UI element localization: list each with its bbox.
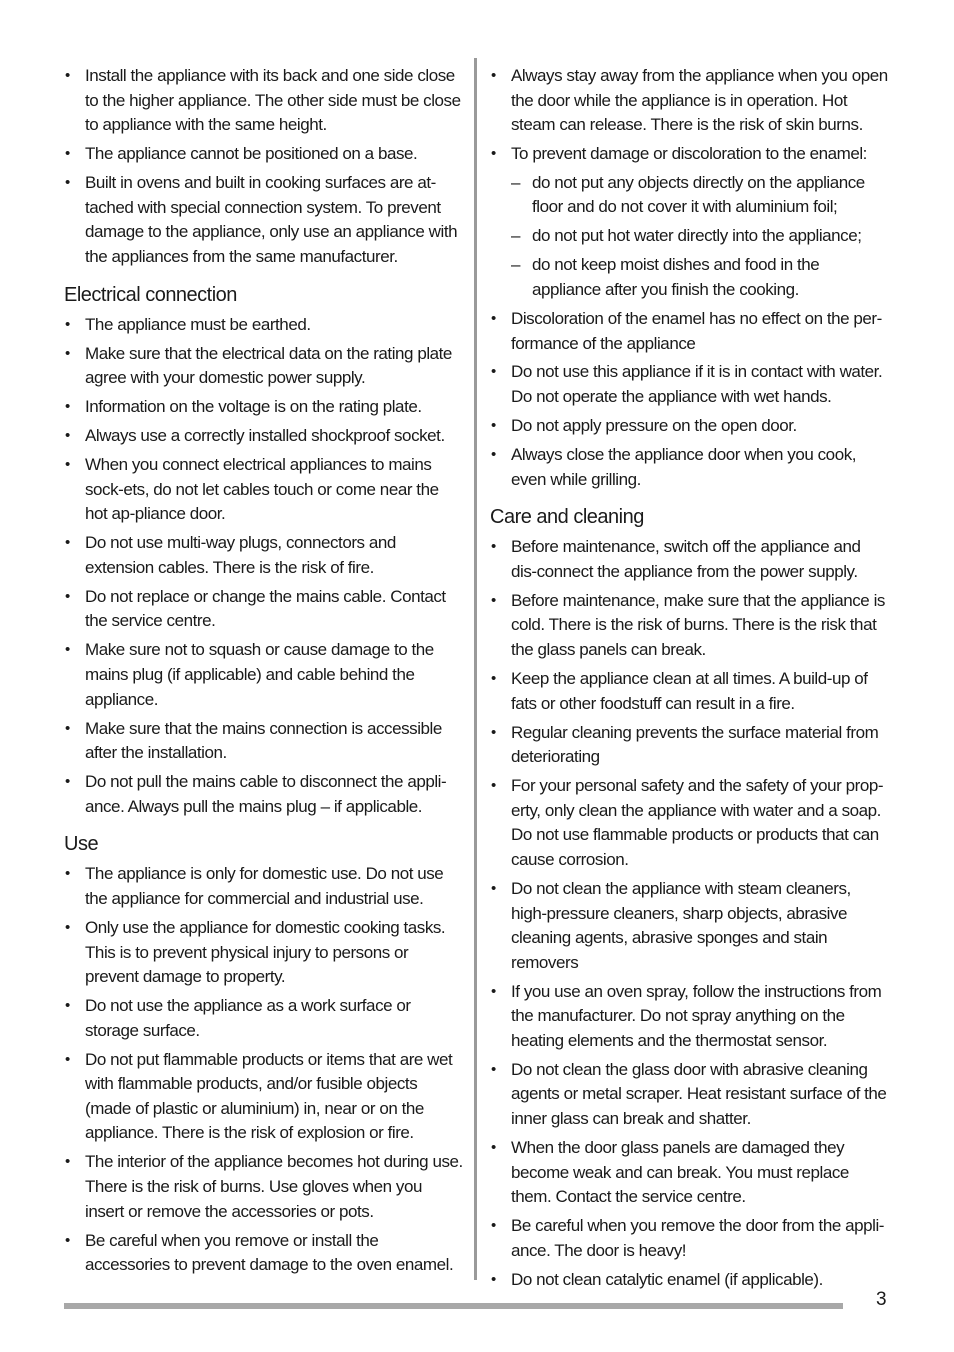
list-item-text: The appliance is only for domestic use. Do not use the appliance for commercial and industrial use.: [85, 864, 444, 908]
list-item: [490, 980, 890, 1054]
list-item-text: Before maintenance, switch off the appliance and dis-connect the appliance from the power supply.: [511, 537, 861, 581]
bullet: •: [491, 145, 496, 163]
list-item-text: Be careful when you remove or install the accessories to prevent damage to the oven enamel.: [85, 1230, 454, 1275]
bullet: •: [491, 1139, 496, 1157]
use-continued-list: [490, 64, 890, 303]
bullet: •: [491, 591, 496, 609]
list-item-text: If you use an oven spray, follow the instructions from the manufacturer. Do not spray anything on the heating elements and the thermostat sensor.: [511, 981, 882, 1050]
page-number: 3: [876, 1289, 887, 1310]
list-item: [490, 307, 890, 356]
bullet: •: [491, 67, 496, 84]
list-item: [490, 589, 890, 663]
list-item: [64, 585, 464, 634]
list-item-text: Keep the appliance clean at all times. A build-up of fats or other foodstuff can result in a fire.: [511, 668, 868, 713]
list-item-text: Do not apply pressure on the open door.: [511, 416, 797, 436]
footer-bar: [64, 1303, 843, 1309]
list-item-text: Make sure not to squash or cause damage to the mains plug (if applicable) and cable behind the appliance.: [85, 640, 434, 709]
left-column: [64, 64, 464, 1282]
list-item-text: Information on the voltage is on the rating plate.: [85, 397, 422, 417]
bullet: •: [491, 777, 496, 795]
bullet: •: [65, 918, 70, 936]
bullet: •: [65, 1050, 70, 1068]
bullet: •: [65, 344, 70, 362]
bullet: •: [65, 1231, 70, 1249]
list-item-text: Do not clean the glass door with abrasive cleaning agents or metal scraper. Heat resistant surface of the inner glass can break and shatter.: [511, 1059, 887, 1129]
bullet: •: [491, 982, 496, 1000]
bullet: •: [491, 363, 496, 381]
bullet: •: [65, 773, 70, 791]
list-item-text: Do not replace or change the mains cable. Contact the service centre.: [85, 586, 446, 631]
list-item-text: Make sure that the mains connection is accessible after the installation.: [85, 718, 442, 763]
list-item: [64, 395, 464, 420]
list-item: [64, 1150, 464, 1224]
list-item: [490, 774, 890, 872]
bullet: •: [65, 315, 70, 333]
list-item-text: Built in ovens and built in cooking surfaces are at-tached with special connection system. To prevent damage to the appliance, only use an appliance with the appliances from the same manufacturer.: [85, 173, 458, 266]
use-continued-list-2: [490, 307, 890, 492]
bullet: •: [491, 1270, 496, 1288]
bullet: •: [491, 417, 496, 435]
dash: –: [511, 226, 521, 246]
list-item-text: The appliance must be earthed.: [85, 314, 311, 334]
list-item: [64, 424, 464, 449]
list-item: [64, 171, 464, 269]
list-item-text: Do not pull the mains cable to disconnect the appli-ance. Always pull the mains plug – if applicable.: [85, 772, 447, 816]
bullet: •: [491, 446, 496, 464]
bullet: •: [491, 879, 496, 897]
list-item: [64, 531, 464, 580]
list-item-text: Do not use this appliance if it is in contact with water. Do not operate the appliance with wet hands.: [511, 362, 883, 407]
list-item: [64, 770, 464, 819]
care-and-cleaning-heading: Care and cleaning: [490, 506, 644, 529]
list-item-text: Always use a correctly installed shockproof socket.: [85, 426, 445, 446]
enamel-sublist: [511, 171, 890, 303]
list-item-text: Discoloration of the enamel has no effect on the per-formance of the appliance: [511, 308, 882, 353]
right-column: [490, 64, 890, 1297]
sub-item-text: do not keep moist dishes and food in the appliance after you finish the cooking.: [532, 255, 820, 299]
list-item: [64, 1229, 464, 1278]
list-item-text: Do not use the appliance as a work surface or storage surface.: [85, 996, 411, 1040]
list-item-text: Do not clean the appliance with steam cleaners, high-pressure cleaners, sharp objects, abrasive cleaning agents, abrasive sponges and stain removers: [511, 878, 851, 972]
list-item-text: Always close the appliance door when you cook, even while grilling.: [511, 445, 857, 489]
list-item: [490, 360, 890, 409]
list-item: [64, 717, 464, 766]
bullet: •: [65, 398, 70, 416]
list-item-text: Do not use multi-way plugs, connectors and extension cables. There is the risk of fire.: [85, 533, 396, 577]
bullet: •: [65, 865, 70, 883]
list-item-text: Make sure that the electrical data on the rating plate agree with your domestic power supply.: [85, 343, 452, 388]
bullet: •: [65, 641, 70, 659]
list-item: [490, 1214, 890, 1263]
list-item: [490, 535, 890, 584]
list-item: [64, 638, 464, 712]
list-item: [490, 64, 890, 138]
list-item: [64, 64, 464, 138]
list-item: [490, 877, 890, 975]
column-divider: [474, 58, 477, 1280]
sub-item-text: do not put hot water directly into the appliance;: [532, 226, 862, 246]
bullet: •: [491, 1217, 496, 1235]
sub-item: [511, 224, 890, 249]
use-list: [64, 862, 464, 1277]
list-item-text: Before maintenance, make sure that the appliance is cold. There is the risk of burns. There is the risk that the glass panels can break.: [511, 590, 885, 659]
bullet: •: [491, 669, 496, 687]
bullet: •: [491, 309, 496, 327]
bullet: •: [65, 587, 70, 605]
bullet: •: [491, 1060, 496, 1078]
intro-list: [64, 64, 464, 270]
list-item: [64, 994, 464, 1043]
list-item: [64, 142, 464, 167]
electrical-connection-heading: Electrical connection: [64, 283, 237, 306]
list-item-text: Regular cleaning prevents the surface material from deteriorating: [511, 722, 879, 767]
list-item-text: Do not put flammable products or items that are wet with flammable products, and/or fusible objects (made of plastic or aluminium) in, near or on the appliance. There is the risk of explosion or fire.: [85, 1049, 453, 1143]
list-item-text: Do not clean catalytic enamel (if applicable).: [511, 1269, 823, 1289]
list-item: [64, 313, 464, 338]
list-item-text: The appliance cannot be positioned on a base.: [85, 144, 418, 164]
list-item: [64, 342, 464, 391]
bullet: •: [65, 456, 70, 474]
list-item: [64, 862, 464, 911]
list-item-text: Only use the appliance for domestic cooking tasks. This is to prevent physical injury to persons or prevent damage to property.: [85, 917, 446, 987]
list-item: [490, 142, 890, 302]
sub-item: [511, 171, 890, 220]
use-heading: Use: [64, 833, 99, 856]
list-item-text: Always stay away from the appliance when you open the door while the appliance is in operation. Hot steam can release. There is the risk of skin burns.: [511, 66, 888, 135]
care-list: [490, 535, 890, 1292]
bullet: •: [491, 723, 496, 741]
list-item: [490, 1058, 890, 1132]
bullet: •: [65, 174, 70, 192]
list-item: [490, 1268, 890, 1293]
sub-item-text: do not put any objects directly on the appliance floor and do not cover it with aluminium foil;: [532, 172, 865, 217]
bullet: •: [491, 538, 496, 556]
list-item: [490, 443, 890, 492]
bullet: •: [65, 997, 70, 1015]
bullet: •: [65, 427, 70, 445]
sub-item: [511, 253, 890, 302]
list-item: [490, 414, 890, 439]
list-item-text: Be careful when you remove the door from the appli-ance. The door is heavy!: [511, 1216, 884, 1260]
list-item-text: When you connect electrical appliances to mains sock-ets, do not let cables touch or come near the hot ap-pliance door.: [85, 455, 439, 524]
list-item: [64, 1048, 464, 1146]
bullet: •: [65, 145, 70, 163]
list-item-text: When the door glass panels are damaged they become weak and can break. You must replace them. Contact the service centre.: [511, 1138, 849, 1207]
list-item-text: Install the appliance with its back and one side close to the higher appliance. The other side must be close to appliance with the same height.: [85, 66, 461, 135]
bullet: •: [65, 534, 70, 552]
electrical-list: [64, 313, 464, 820]
list-item: [490, 721, 890, 770]
bullet: •: [65, 67, 70, 84]
dash: –: [511, 255, 521, 275]
list-item-text: To prevent damage or discoloration to the enamel:: [511, 144, 867, 164]
list-item-text: The interior of the appliance becomes hot during use. There is the risk of burns. Use gloves when you insert or remove the accessories or pots.: [85, 1152, 463, 1221]
list-item-text: For your personal safety and the safety of your prop-erty, only clean the appliance with water and a soap. Do not use flammable products or products that can cause corrosion.: [511, 776, 884, 869]
list-item: [64, 916, 464, 990]
list-item: [490, 1136, 890, 1210]
list-item: [490, 667, 890, 716]
bullet: •: [65, 1153, 70, 1171]
bullet: •: [65, 719, 70, 737]
list-item: [64, 453, 464, 527]
dash: –: [511, 172, 521, 192]
